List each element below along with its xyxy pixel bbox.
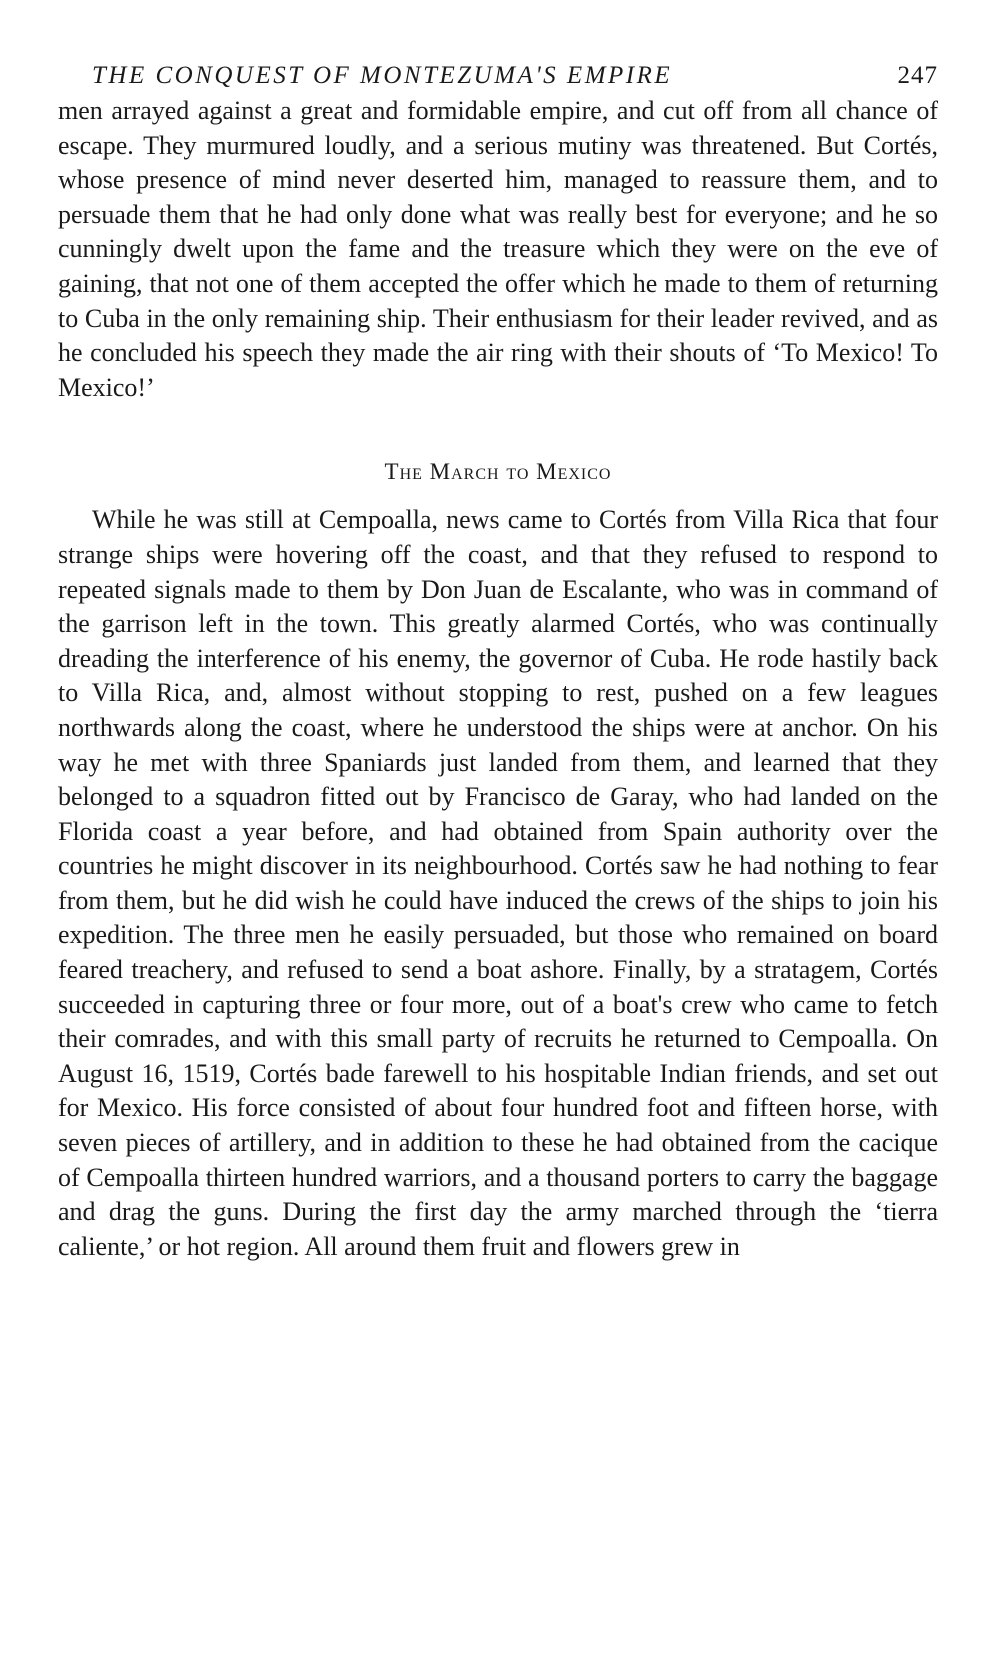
section-heading: The March to Mexico [384,459,612,485]
book-page [58,62,938,1264]
section-paragraph: While he was still at Cempoalla, news came to Cortés from Villa Rica that four strange ships were hovering off the coast, and that they refused to respond to repeated signals made to them by Don Juan de Escalante, who was in command of the garrison left in the town. This greatly alarmed Cortés, who was continually dreading the interference of his enemy, the governor of Cuba. He rode hastily back to Villa Rica, and, almost without stopping to rest, pushed on a few leagues northwards along the coast, where he understood the ships were at anchor. On his way he met with three Spaniards just landed from them, and learned that they belonged to a squadron fitted out by Francisco de Garay, who had landed on the Florida coast a year before, and had obtained from Spain authority over the countries he might discover in its neighbourhood. Cortés saw he had nothing to fear from them, but he did wish he could have induced the crews of the ships to join his expedition. The three men he easily persuaded, but those who remained on board feared treachery, and refused to send a boat ashore. Finally, by a stratagem, Cortés succeeded in capturing three or four more, out of a boat's crew who came to fetch their comrades, and with this small party of recruits he returned to Cempoalla. On August 16, 1519, Cortés bade farewell to his hospitable Indian friends, and set out for Mexico. His force consisted of about four hundred foot and fifteen horse, with seven pieces of artillery, and in addition to these he had obtained from the cacique of Cempoalla thirteen hundred warriors, and a thousand porters to carry the baggage and drag the guns. During the first day the army marched through the ‘tierra caliente,’ or hot region. All around them fruit and flowers grew in [58,505,938,1261]
page-number: 247 [897,62,938,89]
running-head-title: THE CONQUEST OF MONTEZUMA'S EMPIRE [92,62,673,89]
running-head [58,62,938,90]
paragraph-continuation: men arrayed against a great and formidable empire, and cut off from all chance of escape. They murmured loudly, and a serious mutiny was threatened. But Cortés, whose presence of mind never deserted him, managed to reassure them, and to persuade them that he had only done what was really best for everyone; and he so cunningly dwelt upon the fame and the treasure which they were on the eve of gaining, that not one of them accepted the offer which he made to them of returning to Cuba in the only remaining ship. Their enthusiasm for their leader revived, and as he concluded his speech they made the air ring with their shouts of ‘To Mexico! To Mexico!’ [58,96,938,402]
